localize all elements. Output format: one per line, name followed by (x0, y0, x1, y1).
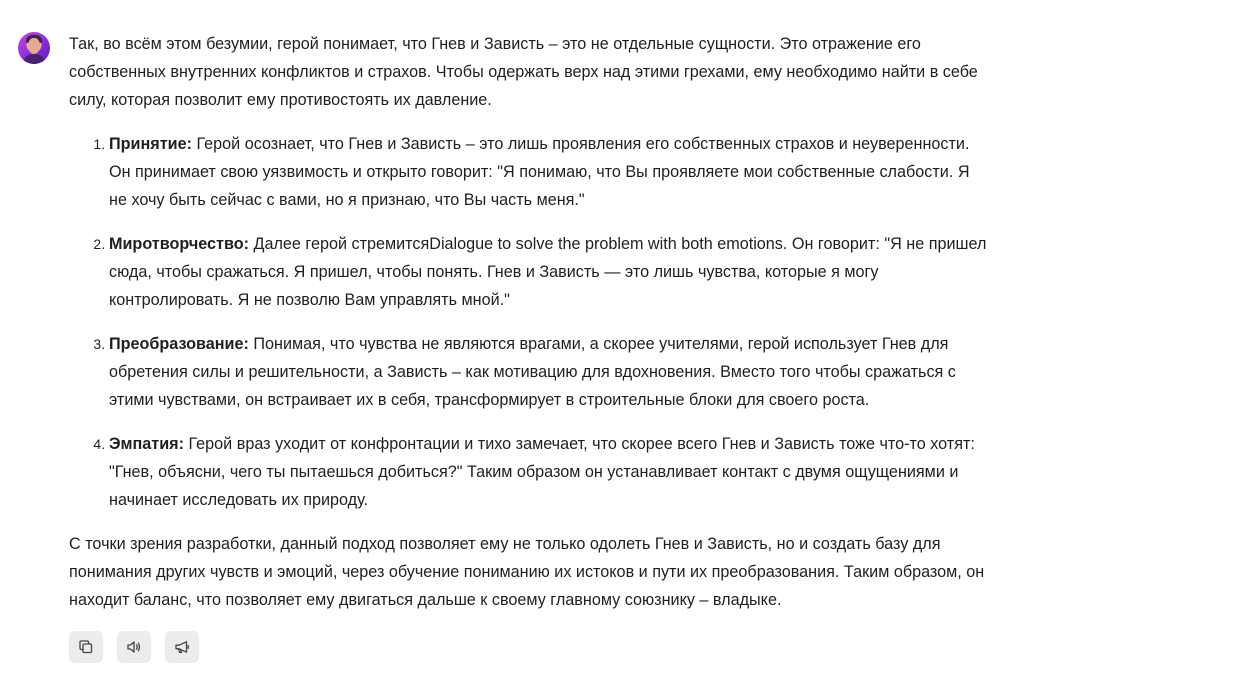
list-item-title: Миротворчество: (109, 235, 249, 253)
list-item-title: Преобразование: (109, 335, 249, 353)
list-item-text: Понимая, что чувства не являются врагами, а скорее учителями, герой использует Гнев для обретения силы и решительности, а Зависть – как мотивацию для вдохновения. Вместо того чтобы сражаться с этими чувствами, он встраивает их в себя, трансформирует в строительные блоки для своего роста. (109, 335, 956, 409)
feedback-button[interactable] (165, 631, 199, 663)
message-actions (69, 631, 199, 663)
message-intro: Так, во всём этом безумии, герой понимает, что Гнев и Зависть – это не отдельные сущности. Это отражение его собственных внутренних конфликтов и страхов. Чтобы одержать верх над этими грехами, ему необходимо найти в себе силу, которая позволит ему противостоять их давление. (69, 35, 978, 109)
list-item-text: Герой осознает, что Гнев и Зависть – это лишь проявления его собственных страхов и неуверенности. Он принимает свою уязвимость и открыто говорит: "Я понимаю, что Вы проявляете мои собственные слабости. Я не хочу быть сейчас с вами, но я признаю, что Вы часть меня." (109, 135, 970, 209)
list-item (109, 430, 989, 514)
read-aloud-button[interactable] (117, 631, 151, 663)
speaker-icon (126, 639, 142, 655)
message-list (69, 130, 989, 514)
list-item (109, 130, 989, 214)
assistant-avatar (18, 32, 50, 64)
list-item-text: Герой враз уходит от конфронтации и тихо замечает, что скорее всего Гнев и Зависть тоже что-то хотят: "Гнев, объясни, чего ты пытаешься добиться?" Таким образом он устанавливает контакт с двумя ощущениями и начинает исследовать их природу. (109, 435, 975, 509)
message-conclusion: С точки зрения разработки, данный подход позволяет ему не только одолеть Гнев и Зависть, но и создать базу для понимания других чувств и эмоций, через обучение пониманию их истоков и пути их преобразования. Таким образом, он находит баланс, что позволяет ему двигаться дальше к своему главному союзнику – владыке. (69, 535, 985, 609)
list-item-text: Далее герой стремитсяDialogue to solve the problem with both emotions. Он говорит: "Я не пришел сюда, чтобы сражаться. Я пришел, чтобы понять. Гнев и Зависть — это лишь чувства, которые я могу контролировать. Я не позволю Вам управлять мной." (109, 235, 987, 309)
list-item-title: Эмпатия: (109, 435, 184, 453)
megaphone-icon (174, 639, 190, 655)
copy-button[interactable] (69, 631, 103, 663)
list-item (109, 330, 989, 414)
list-item (109, 230, 989, 314)
copy-icon (78, 639, 94, 655)
list-item-title: Принятие: (109, 135, 192, 153)
assistant-message (69, 30, 989, 614)
